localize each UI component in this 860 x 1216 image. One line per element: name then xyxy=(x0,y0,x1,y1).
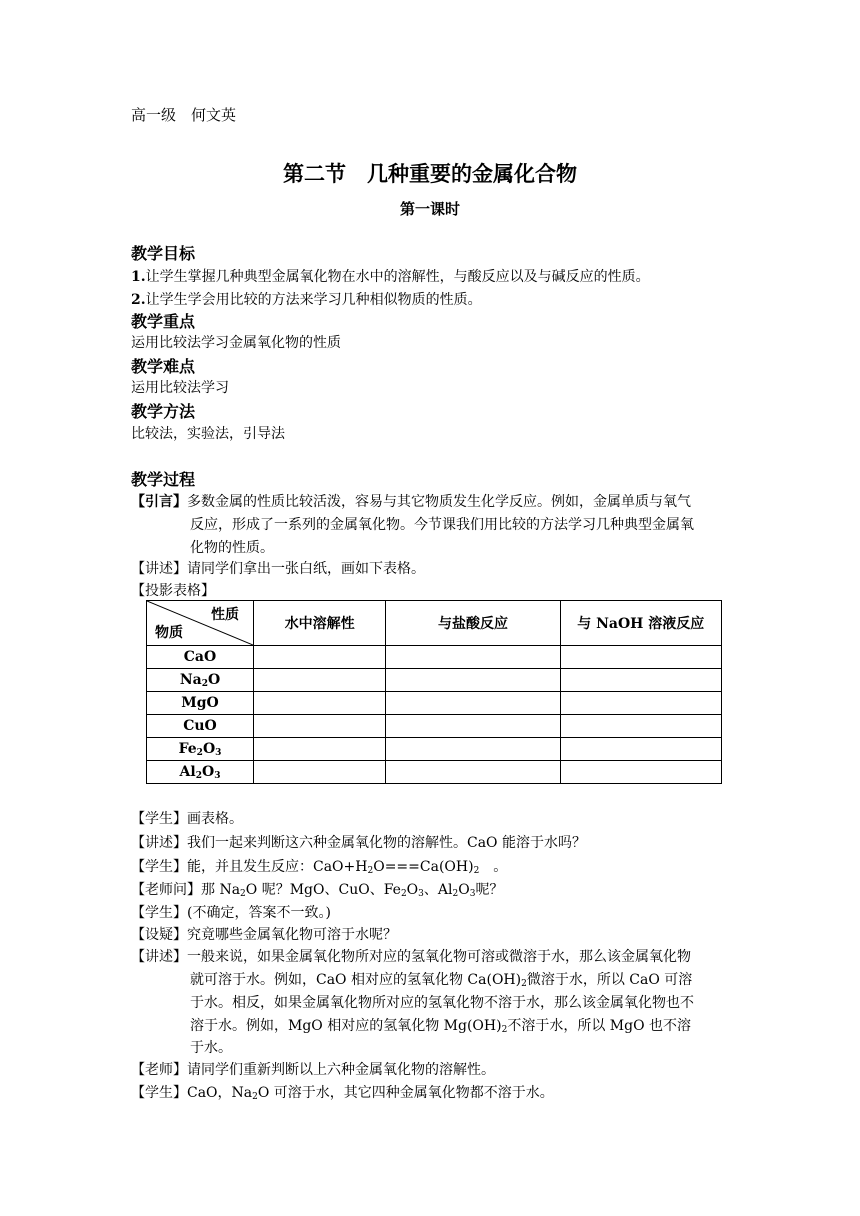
row-label-na2o: $Na_2O$ xyxy=(147,669,254,692)
dialogue-line: 于水。 xyxy=(190,1040,232,1056)
intro-tag: 【引言】 xyxy=(131,494,187,510)
table-cell xyxy=(560,669,721,692)
dialogue-line-question: 【老师问】那 $Na_2O$ 呢？MgO、CuO、$Fe_2O_3$、$Al_2O_3$呢？ xyxy=(131,882,504,899)
focus-heading: 教学重点 xyxy=(131,312,196,331)
page-subtitle: 第一课时 xyxy=(399,200,460,218)
table-cell xyxy=(386,646,560,669)
table-cell xyxy=(386,669,560,692)
table-cell xyxy=(254,738,386,761)
table-row xyxy=(147,715,722,738)
table-cell xyxy=(560,646,721,669)
table-cell xyxy=(560,715,721,738)
row-label-al2o3: $Al_2O_3$ xyxy=(147,761,254,784)
method-heading: 教学方法 xyxy=(131,402,196,421)
dialogue-line: 【学生】画表格。 xyxy=(131,811,243,827)
intro-line-2: 反应，形成了一系列的金属氧化物。今节课我们用比较的方法学习几种典型金属氧 xyxy=(190,517,694,533)
table-cell xyxy=(254,669,386,692)
objective-2 xyxy=(131,289,482,309)
table-row xyxy=(147,669,722,692)
intro-line-1 xyxy=(131,491,691,511)
focus-text: 运用比较法学习金属氧化物的性质 xyxy=(131,335,341,351)
talk-line-1: 【讲述】请同学们拿出一张白纸，画如下表格。 xyxy=(131,561,425,577)
dialogue-line: 【学生】(不确定，答案不一致。) xyxy=(131,905,331,921)
properties-table xyxy=(146,600,722,784)
dialogue-line: 于水。相反，如果金属氧化物所对应的氢氧化物不溶于水，那么该金属氧化物也不 xyxy=(190,995,694,1011)
intro-line-3: 化物的性质。 xyxy=(190,540,274,556)
objectives-heading: 教学目标 xyxy=(131,244,196,263)
intro-text-1: 多数金属的性质比较活泼，容易与其它物质发生化学反应。例如，金属单质与氧气 xyxy=(187,494,691,510)
table-cell xyxy=(560,738,721,761)
table-row xyxy=(147,738,722,761)
difficulty-text: 运用比较法学习 xyxy=(131,380,229,396)
objective-2-text: 让学生学会用比较的方法来学习几种相似物质的性质。 xyxy=(145,292,482,308)
row-label-cao: CaO xyxy=(147,646,254,669)
table-cell xyxy=(386,738,560,761)
column-header-naoh: 与 NaOH 溶液反应 xyxy=(560,601,721,646)
table-row xyxy=(147,761,722,784)
table-cell xyxy=(560,692,721,715)
dialogue-line: 【老师】请同学们重新判断以上六种金属氧化物的溶解性。 xyxy=(131,1062,495,1078)
row-label-mgo: MgO xyxy=(147,692,254,715)
row-label-cuo: CuO xyxy=(147,715,254,738)
column-header-solubility: 水中溶解性 xyxy=(254,601,386,646)
objective-2-number: 2. xyxy=(131,292,146,308)
dialogue-line: 【设疑】究竟哪些金属氧化物可溶于水呢？ xyxy=(131,927,397,943)
table-cell xyxy=(386,715,560,738)
table-cell xyxy=(386,761,560,784)
corner-label-property: 性质 xyxy=(211,607,239,623)
dialogue-line: 【讲述】我们一起来判断这六种金属氧化物的溶解性。CaO 能溶于水吗？ xyxy=(131,835,586,851)
objective-1-number: 1. xyxy=(131,269,146,285)
page-title: 第二节 几种重要的金属化合物 xyxy=(283,161,577,186)
difficulty-heading: 教学难点 xyxy=(131,357,196,376)
dialogue-line-equation: 【学生】能，并且发生反应：$CaO+H_2O===Ca(OH)_2$ 。 xyxy=(131,859,508,876)
process-heading: 教学过程 xyxy=(131,470,196,489)
table-row xyxy=(147,646,722,669)
objective-1-text: 让学生掌握几种典型金属氧化物在水中的溶解性，与酸反应以及与碱反应的性质。 xyxy=(145,269,650,285)
dialogue-line: 就可溶于水。例如，CaO 相对应的氢氧化物 $Ca(OH)_2$微溶于水，所以 CaO 可溶 xyxy=(190,972,693,989)
column-header-hcl: 与盐酸反应 xyxy=(386,601,560,646)
dialogue-line: 【讲述】一般来说，如果金属氧化物所对应的氢氧化物可溶或微溶于水，那么该金属氧化物 xyxy=(131,949,691,965)
table-cell xyxy=(254,692,386,715)
table-cell xyxy=(386,692,560,715)
author-line: 高一级 何文英 xyxy=(131,106,237,124)
projection-label: 【投影表格】 xyxy=(131,583,215,599)
dialogue-line: 溶于水。例如，MgO 相对应的氢氧化物 $Mg(OH)_2$不溶于水，所以 MgO 也不溶 xyxy=(190,1018,692,1035)
table-corner-cell xyxy=(147,601,254,646)
table-cell xyxy=(560,761,721,784)
table-header-row xyxy=(147,601,722,646)
objective-1 xyxy=(131,266,650,286)
table-cell xyxy=(254,761,386,784)
method-text: 比较法，实验法，引导法 xyxy=(131,426,285,442)
table-cell xyxy=(254,715,386,738)
corner-label-substance: 物质 xyxy=(155,625,183,641)
dialogue-line: 【学生】CaO，$Na_2O$ 可溶于水，其它四种金属氧化物都不溶于水。 xyxy=(131,1085,554,1102)
table-row xyxy=(147,692,722,715)
table-cell xyxy=(254,646,386,669)
row-label-fe2o3: $Fe_2O_3$ xyxy=(147,738,254,761)
